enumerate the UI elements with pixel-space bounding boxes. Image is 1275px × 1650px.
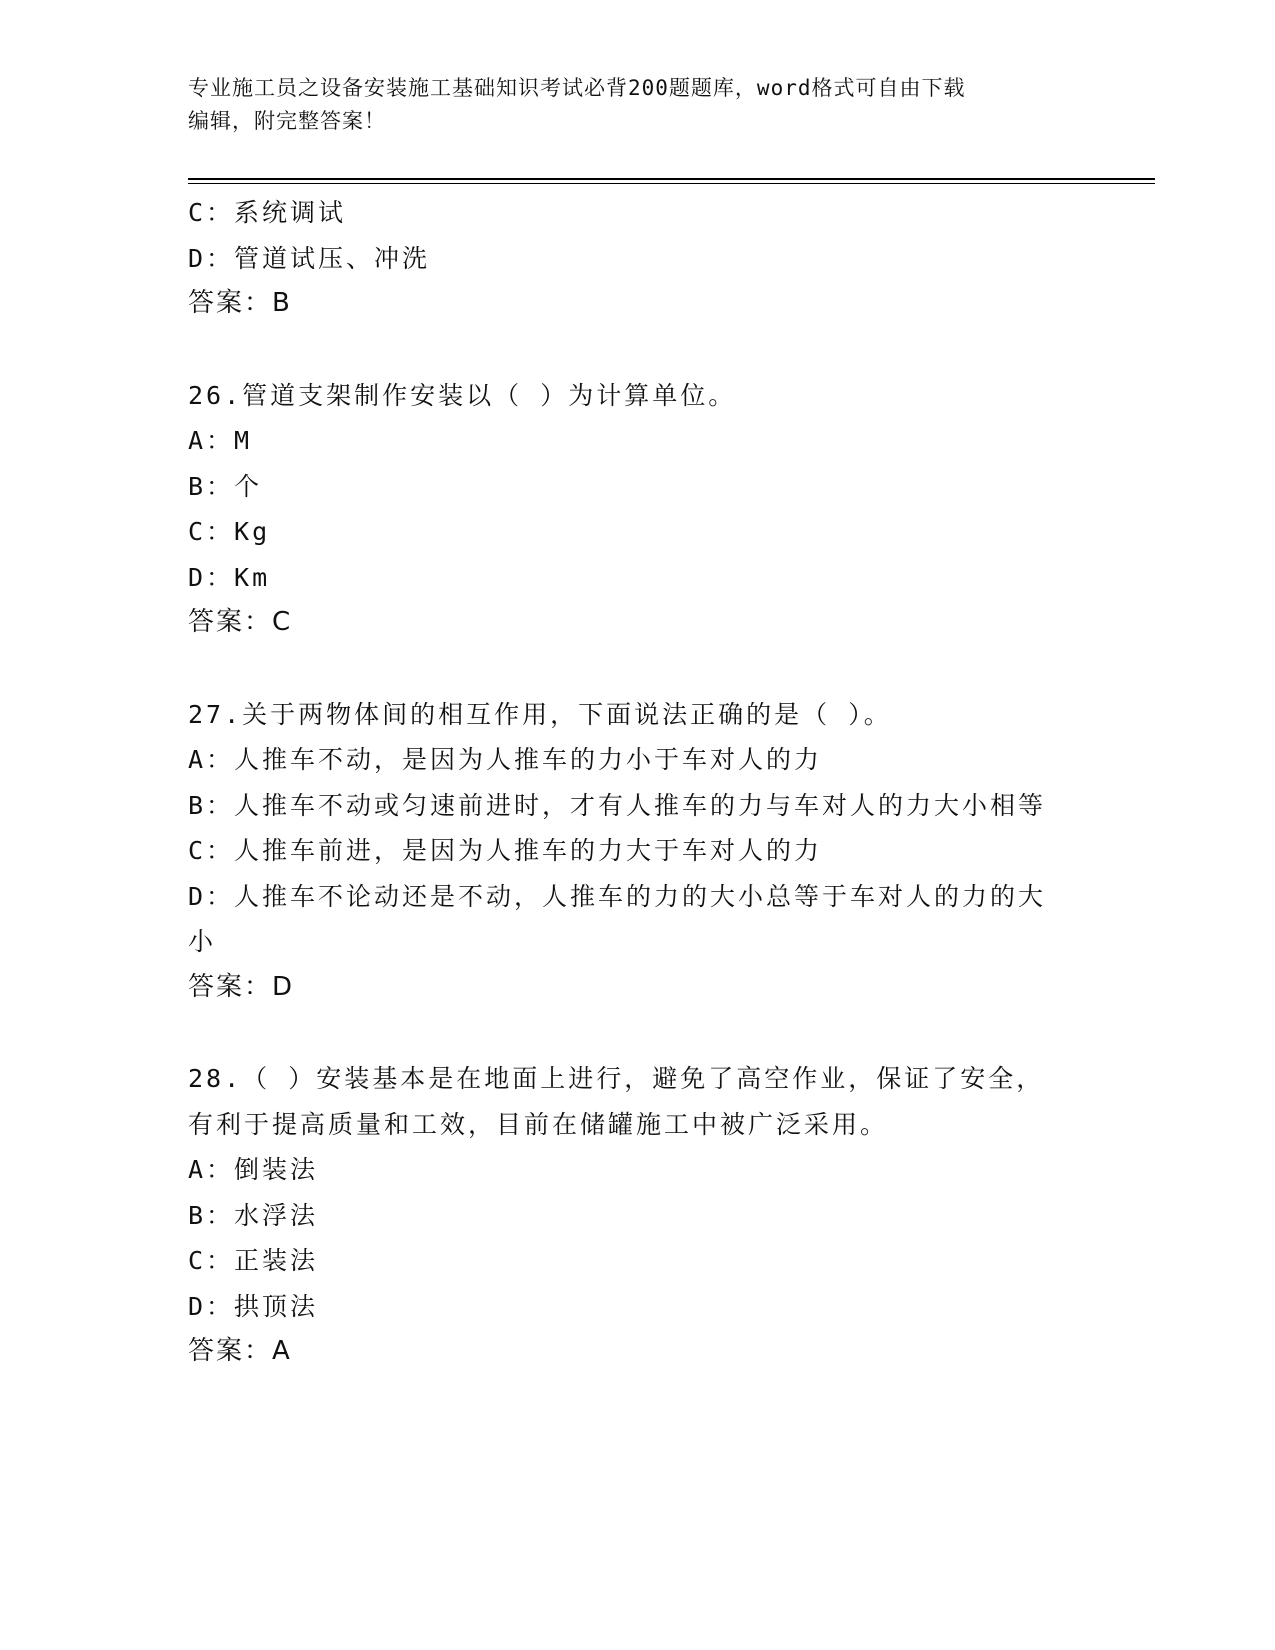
question-26-answer: 答案：C [188,607,293,637]
question-27-option-a: A：人推车不动，是因为人推车的力小于车对人的力 [188,745,823,774]
spacer [188,1010,1088,1056]
question-26-option-b: B：个 [188,471,263,501]
spacer [188,327,1088,373]
question-content [188,190,1088,1375]
question-27-option-b: B：人推车不动或匀速前进时，才有人推车的力与车对人的力大小相等 [188,790,1047,820]
question-27-stem: 27.关于两物体间的相互作用，下面说法正确的是（ ）。 [188,699,892,729]
answer: 答案：B [188,288,292,318]
spacer [188,646,1088,692]
document-header [188,72,1088,138]
question-28-option-b: B：水浮法 [188,1200,319,1230]
question-26-option-c: C：Kg [188,517,271,546]
question-28-option-c: C：正装法 [188,1246,319,1275]
question-28-stem-line-2: 有利于提高质量和工效，目前在储罐施工中被广泛采用。 [188,1109,889,1139]
question-27-option-d: D：人推车不论动还是不动，人推车的力的大小总等于车对人的力的大 [188,881,1047,911]
question-26-option-d: D：Km [188,562,271,592]
question-28-stem-line-1: 28.（ ）安装基本是在地面上进行，避免了高空作业，保证了安全， [188,1064,1045,1093]
option-c: C：系统调试 [188,198,347,227]
header-title-line-2: 编辑，附完整答案！ [188,109,386,133]
question-28-option-a: A：倒装法 [188,1155,319,1184]
question-27-option-c: C：人推车前进，是因为人推车的力大于车对人的力 [188,836,823,865]
question-27-answer: 答案：D [188,971,295,1002]
question-28-option-d: D：拱顶法 [188,1291,319,1321]
header-title-line-1: 专业施工员之设备安装施工基础知识考试必背200题题库，word格式可自由下载 [188,76,966,100]
header-rule-thick [188,178,1155,180]
question-26-option-a: A：M [188,426,253,455]
question-26-stem: 26.管道支架制作安装以（ ）为计算单位。 [188,380,737,410]
header-rule-thin [188,183,1155,184]
question-28-answer: 答案：A [188,1336,292,1366]
question-27-option-d-wrap: 小 [188,927,217,956]
option-d: D：管道试压、冲洗 [188,243,431,273]
